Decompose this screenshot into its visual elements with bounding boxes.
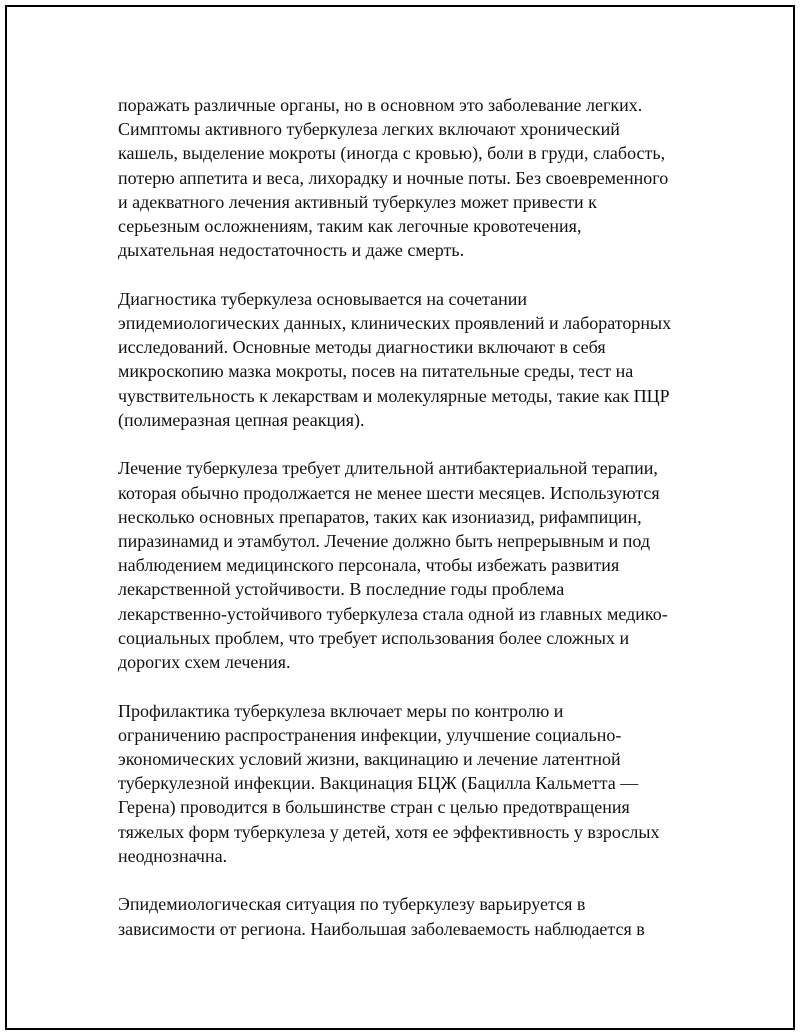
text-line: чувствительность к лекарствам и молекулярные методы, такие как ПЦР [118, 385, 670, 406]
paragraph-symptoms [118, 93, 718, 262]
text-line: Профилактика туберкулеза включает меры по контролю и [118, 700, 564, 721]
text-line: дорогих схем лечения. [118, 652, 291, 673]
text-line: Лечение туберкулеза требует длительной антибактериальной терапии, [118, 458, 658, 479]
paragraph-treatment [118, 456, 718, 674]
document-body [118, 93, 718, 965]
text-line: несколько основных препаратов, таких как изониазид, рифампицин, [118, 506, 642, 527]
text-line: тяжелых форм туберкулеза у детей, хотя ее эффективность у взрослых [118, 821, 660, 842]
paragraph-prevention [118, 699, 718, 868]
text-line: Диагностика туберкулеза основывается на сочетании [118, 288, 528, 309]
text-line: серьезным осложнениям, таким как легочные кровотечения, [118, 216, 582, 237]
text-line: исследований. Основные методы диагностики включают в себя [118, 337, 606, 358]
text-line: кашель, выделение мокроты (иногда с кровью), боли в груди, слабость, [118, 143, 666, 164]
paragraph-epidemiology [118, 892, 718, 940]
text-line: (полимеразная цепная реакция). [118, 409, 365, 430]
text-line: зависимости от региона. Наибольшая заболеваемость наблюдается в [118, 918, 645, 939]
text-line: неоднозначна. [118, 845, 228, 866]
text-line: лекарственно-устойчивого туберкулеза стала одной из главных медико- [118, 603, 668, 624]
text-line: туберкулезной инфекции. Вакцинация БЦЖ (Бацилла Кальметта — [118, 773, 639, 794]
text-line: которая обычно продолжается не менее шести месяцев. Используются [118, 482, 660, 503]
text-line: дыхательная недостаточность и даже смерть. [118, 240, 465, 261]
text-line: микроскопию мазка мокроты, посев на питательные среды, тест на [118, 361, 634, 382]
text-line: лекарственной устойчивости. В последние годы проблема [118, 579, 565, 600]
text-line: и адекватного лечения активный туберкулез может привести к [118, 191, 597, 212]
text-line: социальных проблем, что требует использования более сложных и [118, 627, 630, 648]
text-line: потерю аппетита и веса, лихорадку и ночные поты. Без своевременного [118, 167, 669, 188]
text-line: поражать различные органы, но в основном это заболевание легких. [118, 95, 643, 115]
paragraph-diagnostics [118, 287, 718, 432]
text-line: наблюдением медицинского персонала, чтобы избежать развития [118, 555, 620, 576]
text-line: экономических условий жизни, вакцинацию и лечение латентной [118, 749, 621, 770]
text-line: Симптомы активного туберкулеза легких включают хронический [118, 119, 620, 140]
text-line: пиразинамид и этамбутол. Лечение должно быть непрерывным и под [118, 531, 651, 552]
text-line: эпидемиологических данных, клинических проявлений и лабораторных [118, 313, 672, 334]
text-line: Эпидемиологическая ситуация по туберкулезу варьируется в [118, 894, 586, 915]
text-line: Герена) проводится в большинстве стран с целью предотвращения [118, 797, 630, 818]
text-line: ограничению распространения инфекции, улучшение социально- [118, 724, 622, 745]
